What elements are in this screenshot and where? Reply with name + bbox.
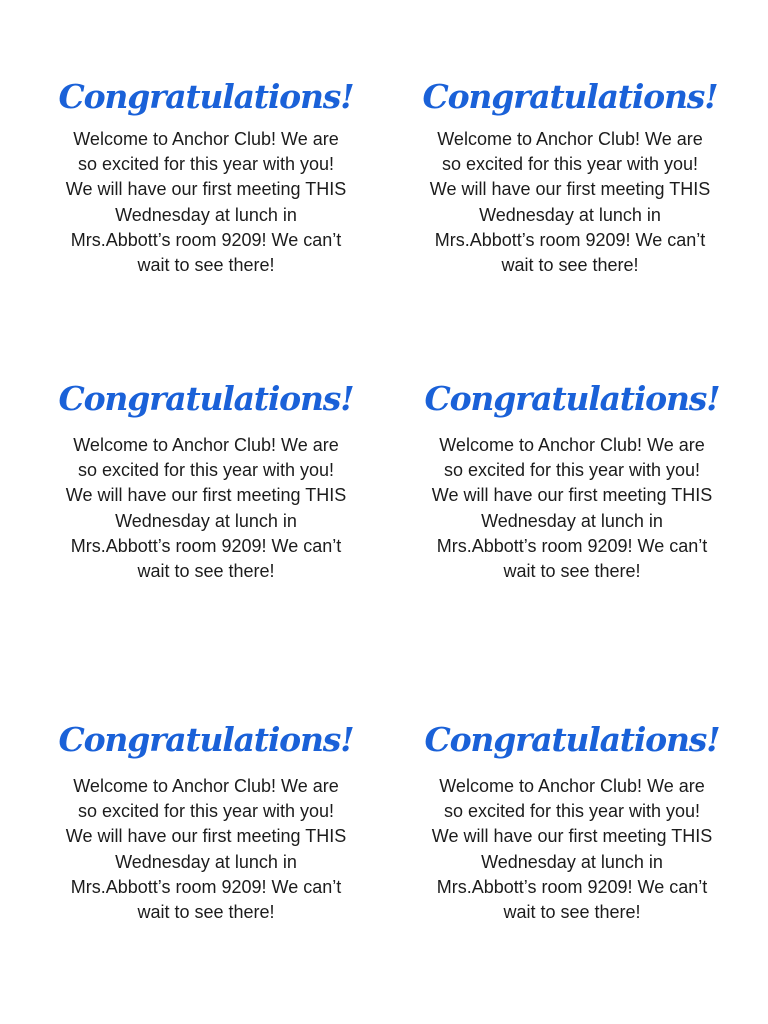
message-line: wait to see there! — [137, 255, 275, 276]
message-line: Wednesday at lunch in — [479, 204, 661, 225]
message-line: so excited for this year with you! — [77, 154, 335, 175]
card-title: Congratulations! — [58, 77, 354, 116]
message-line: Welcome to Anchor Club! We are — [437, 129, 703, 149]
message-line: wait to see there! — [503, 902, 641, 923]
card-message — [412, 433, 732, 584]
message-line: Wednesday at lunch in — [481, 510, 663, 531]
congratulations-card — [412, 718, 732, 925]
card-title: Congratulations! — [422, 77, 718, 116]
card-message — [46, 433, 366, 584]
congratulations-card — [410, 75, 730, 278]
congratulations-card — [46, 75, 366, 278]
message-line: Welcome to Anchor Club! We are — [73, 776, 339, 796]
card-title: Congratulations! — [58, 379, 354, 418]
message-line: wait to see there! — [137, 902, 275, 923]
message-line: Welcome to Anchor Club! We are — [73, 435, 339, 455]
congratulations-card — [46, 377, 366, 584]
message-line: so excited for this year with you! — [443, 460, 701, 481]
message-line: Welcome to Anchor Club! We are — [73, 129, 339, 149]
card-message — [410, 127, 730, 278]
message-line: Mrs.Abbott’s room 9209! We can’t — [70, 876, 342, 897]
message-line: Wednesday at lunch in — [115, 204, 297, 225]
card-title: Congratulations! — [424, 379, 720, 418]
message-line: wait to see there! — [501, 255, 639, 276]
message-line: We will have our first meeting THIS — [65, 179, 347, 200]
message-line: wait to see there! — [503, 561, 641, 582]
message-line: We will have our first meeting THIS — [431, 826, 713, 847]
card-message — [46, 774, 366, 925]
message-line: Welcome to Anchor Club! We are — [439, 435, 705, 455]
message-line: Mrs.Abbott’s room 9209! We can’t — [70, 229, 342, 250]
message-line: so excited for this year with you! — [77, 801, 335, 822]
message-line: Mrs.Abbott’s room 9209! We can’t — [70, 535, 342, 556]
card-title: Congratulations! — [424, 720, 720, 759]
congratulations-card — [412, 377, 732, 584]
message-line: Mrs.Abbott’s room 9209! We can’t — [436, 876, 708, 897]
message-line: so excited for this year with you! — [77, 460, 335, 481]
message-line: Wednesday at lunch in — [481, 851, 663, 872]
message-line: We will have our first meeting THIS — [429, 179, 711, 200]
congratulations-card — [46, 718, 366, 925]
message-line: Mrs.Abbott’s room 9209! We can’t — [436, 535, 708, 556]
message-line: so excited for this year with you! — [443, 801, 701, 822]
message-line: We will have our first meeting THIS — [431, 485, 713, 506]
message-line: so excited for this year with you! — [441, 154, 699, 175]
card-title: Congratulations! — [58, 720, 354, 759]
card-message — [46, 127, 366, 278]
message-line: Mrs.Abbott’s room 9209! We can’t — [434, 229, 706, 250]
message-line: Welcome to Anchor Club! We are — [439, 776, 705, 796]
message-line: We will have our first meeting THIS — [65, 826, 347, 847]
message-line: Wednesday at lunch in — [115, 510, 297, 531]
message-line: Wednesday at lunch in — [115, 851, 297, 872]
card-message — [412, 774, 732, 925]
message-line: We will have our first meeting THIS — [65, 485, 347, 506]
message-line: wait to see there! — [137, 561, 275, 582]
